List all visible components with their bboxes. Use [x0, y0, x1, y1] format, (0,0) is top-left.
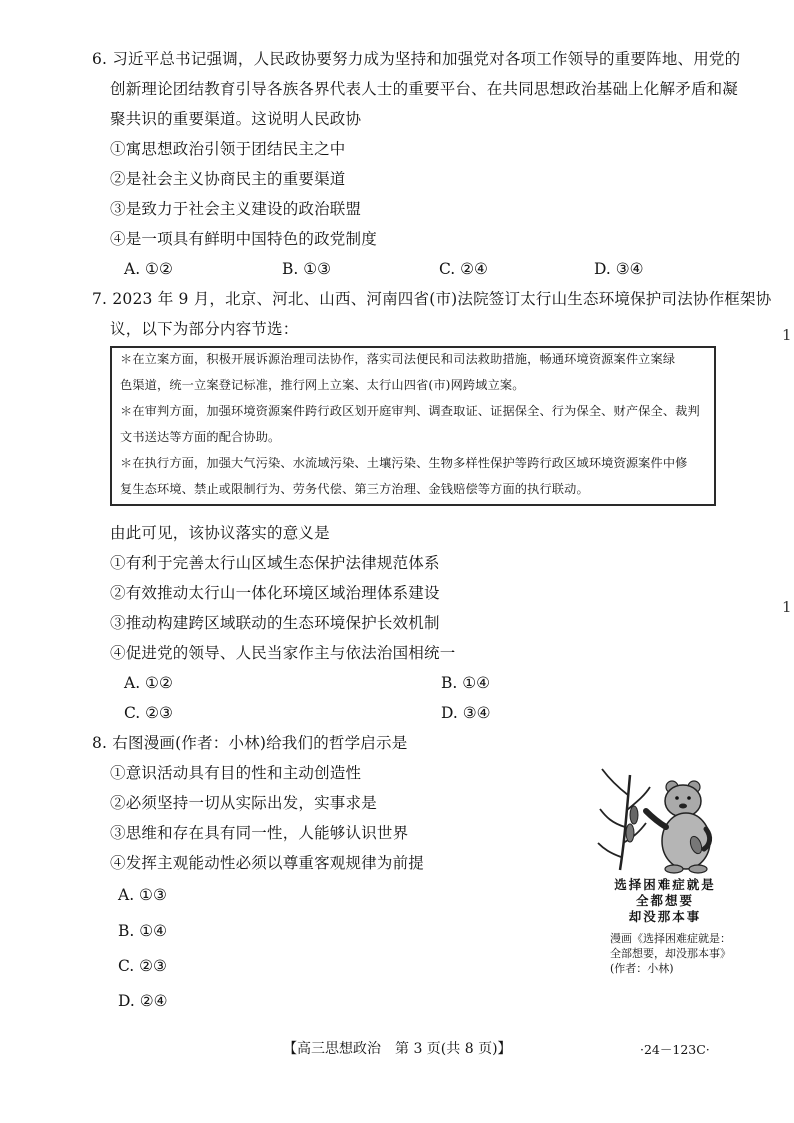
q7-option-a: A. ①② [124, 674, 173, 692]
q7-box-line-2: 色渠道，统一立案登记标准，推行网上立案、太行山四省(市)网跨域立案。 [120, 378, 525, 392]
page-code: ·24－123C· [640, 1042, 710, 1057]
q6-item-3: ③是致力于社会主义建设的政治联盟 [110, 200, 362, 218]
q7-box-line-4: 文书送达等方面的配合协助。 [120, 430, 281, 444]
q7-item-4: ④促进党的领导、人民当家作主与依法治国相统一 [110, 644, 456, 662]
q7-option-b: B. ①④ [441, 674, 491, 692]
comic-caption-line-3: (作者：小林) [610, 962, 674, 975]
q7-box-line-6: 复生态环境、禁止或限制行为、劳务代偿、第三方治理、金钱赔偿等方面的执行联动。 [120, 482, 589, 496]
q8-option-b: B. ①④ [118, 922, 168, 940]
comic-hand-line-2: 全都想要 [635, 893, 694, 908]
q7-box-line-5: ＊在执行方面，加强大气污染、水流域污染、土壤污染、生物多样性保护等跨行政区域环境资源案件中修 [120, 456, 688, 470]
q7-box-line-1: ＊在立案方面，积极开展诉源治理司法协作，落实司法便民和司法救助措施，畅通环境资源案件立案绿 [120, 352, 676, 366]
q6-option-b: B. ①③ [282, 260, 332, 278]
q7-box-line-3: ＊在审判方面，加强环境资源案件跨行政区划开庭审判、调查取证、证据保全、行为保全、财产保全、裁判 [120, 404, 700, 418]
q7-item-1: ①有利于完善太行山区域生态保护法律规范体系 [110, 554, 440, 572]
q6-option-a: A. ①② [124, 260, 173, 278]
comic-hand-line-3: 却没那本事 [628, 909, 702, 924]
q8-item-1: ①意识活动具有目的性和主动创造性 [110, 764, 362, 782]
q7-option-d: D. ③④ [441, 704, 491, 722]
q8-option-a: A. ①③ [118, 886, 167, 904]
q6-stem-line-3: 聚共识的重要渠道。这说明人民政协 [110, 110, 362, 128]
q8-item-3: ③思维和存在具有同一性，人能够认识世界 [110, 824, 409, 842]
q6-stem-line-2: 创新理论团结教育引导各族各界代表人士的重要平台、在共同思想政治基础上化解矛盾和凝 [110, 80, 739, 98]
comic-illustration [590, 765, 740, 980]
comic-caption-line-2: 全部想要，却没那本事》 [610, 947, 731, 960]
q8-option-c: C. ②③ [118, 957, 167, 975]
q6-item-1: ①寓思想政治引领于团结民主之中 [110, 140, 346, 158]
q6-option-d: D. ③④ [594, 260, 644, 278]
q6-item-2: ②是社会主义协商民主的重要渠道 [110, 170, 346, 188]
q7-stem-line-1: 7. 2023 年 9 月，北京、河北、山西、河南四省(市)法院签订太行山生态环境保护司法协作框架协 [92, 290, 772, 308]
q8-option-d: D. ②④ [118, 992, 168, 1010]
margin-mark-2: 1 [782, 598, 792, 616]
bear-corn-drawing [590, 765, 740, 875]
q8-item-4: ④发挥主观能动性必须以尊重客观规律为前提 [110, 854, 425, 872]
q6-option-c: C. ②④ [439, 260, 488, 278]
q6-item-4: ④是一项具有鲜明中国特色的政党制度 [110, 230, 377, 248]
margin-mark-1: 1 [782, 326, 792, 344]
comic-hand-line-1: 选择困难症就是 [614, 877, 716, 892]
q7-option-c: C. ②③ [124, 704, 173, 722]
q6-stem-line-1: 6. 习近平总书记强调，人民政协要努力成为坚持和加强党对各项工作领导的重要阵地、用党的 [92, 50, 741, 68]
q7-lead: 由此可见，该协议落实的意义是 [110, 524, 330, 542]
q8-stem: 8. 右图漫画(作者：小林)给我们的哲学启示是 [92, 734, 408, 752]
q7-item-2: ②有效推动太行山一体化环境区域治理体系建设 [110, 584, 440, 602]
q7-stem-line-2: 议，以下为部分内容节选： [110, 320, 299, 338]
page-footer: 【高三思想政治 第 3 页(共 8 页)】 [283, 1041, 512, 1057]
q7-item-3: ③推动构建跨区域联动的生态环境保护长效机制 [110, 614, 440, 632]
q8-item-2: ②必须坚持一切从实际出发，实事求是 [110, 794, 377, 812]
q7-excerpt-box [110, 346, 716, 506]
comic-caption-line-1: 漫画《选择困难症就是： [610, 932, 731, 945]
